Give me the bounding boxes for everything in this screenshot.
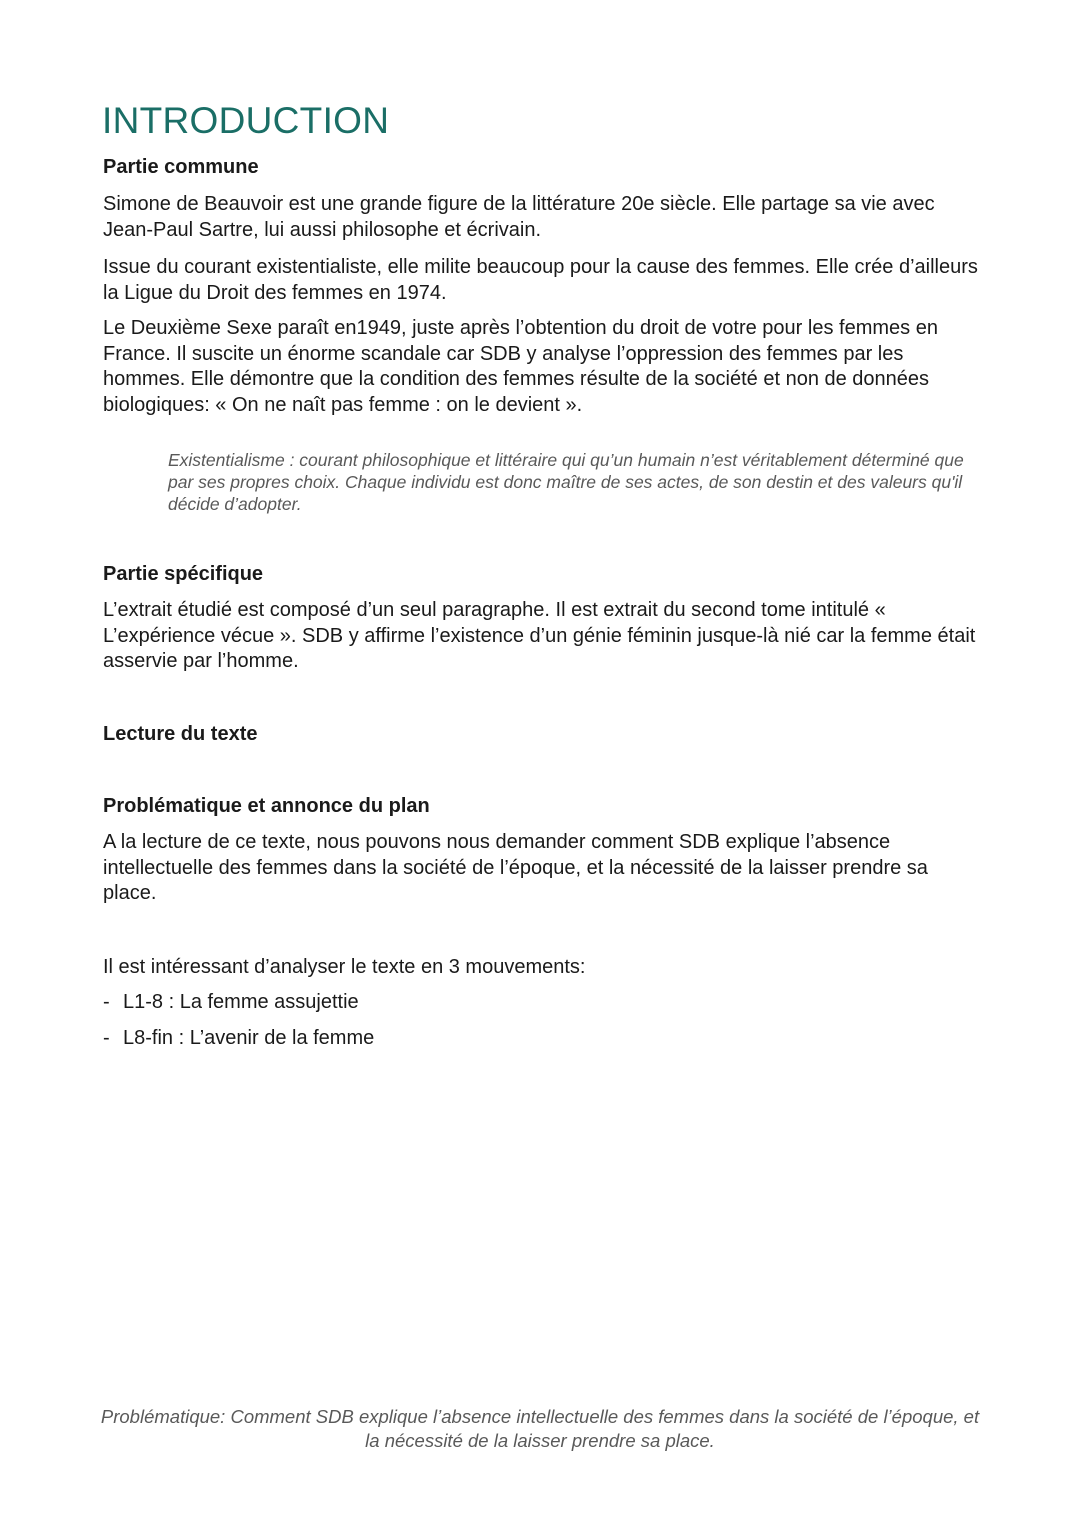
list-item-text: L8-fin : L’avenir de la femme — [123, 1027, 375, 1049]
partie-specifique-heading: Partie spécifique — [103, 563, 264, 585]
list-item-text: L1-8 : La femme assujettie — [123, 991, 359, 1013]
partie-commune-heading: Partie commune — [103, 156, 259, 178]
partie-commune-paragraph-2: Issue du courant existentialiste, elle milite beaucoup pour la cause des femmes. Elle crée d’ailleurs la Ligue du Droit des femmes en 1974. — [103, 256, 978, 304]
partie-commune-paragraph-1: Simone de Beauvoir est une grande figure de la littérature 20e siècle. Elle partage sa vie avec Jean-Paul Sartre, lui aussi philosophe et écrivain. — [103, 193, 935, 241]
list-item — [103, 990, 359, 1015]
lecture-heading: Lecture du texte — [103, 723, 258, 745]
page-title: INTRODUCTION — [102, 100, 390, 141]
problematique-paragraph: A la lecture de ce texte, nous pouvons nous demander comment SDB explique l’absence intellectuelle des femmes dans la société de l’époque, et la nécessité de la laisser prendre sa place. — [103, 831, 928, 904]
bullet-dash: - — [103, 1027, 110, 1049]
partie-commune-paragraph-3: Le Deuxième Sexe paraît en1949, juste après l’obtention du droit de votre pour les femmes en France. Il suscite un énorme scandale car SDB y analyse l’oppression des femmes par les hommes. Elle démontre que la condition des femmes résulte de la société et non de données biologiques: « On ne naît pas femme : on le devient ». — [103, 317, 938, 416]
partie-specifique-paragraph: L’extrait étudié est composé d’un seul paragraphe. Il est extrait du second tome intitulé « L’expérience vécue ». SDB y affirme l’existence d’un génie féminin jusque-là nié car la femme était asservie par l’homme. — [103, 599, 976, 672]
list-item — [103, 1026, 374, 1051]
footer-note: Problématique: Comment SDB explique l’absence intellectuelle des femmes dans la société de l’époque, et la nécessité de la laisser prendre sa place. — [100, 1406, 980, 1451]
plan-intro: Il est intéressant d’analyser le texte en 3 mouvements: — [103, 956, 586, 978]
existentialisme-note: Existentialisme : courant philosophique et littéraire qui qu’un humain n’est véritablement déterminé que par ses propres choix. Chaque individu est donc maître de ses actes, de son destin et des valeurs qu'il décide d’adopter. — [168, 450, 964, 514]
problematique-heading: Problématique et annonce du plan — [103, 795, 430, 817]
bullet-dash: - — [103, 991, 110, 1013]
